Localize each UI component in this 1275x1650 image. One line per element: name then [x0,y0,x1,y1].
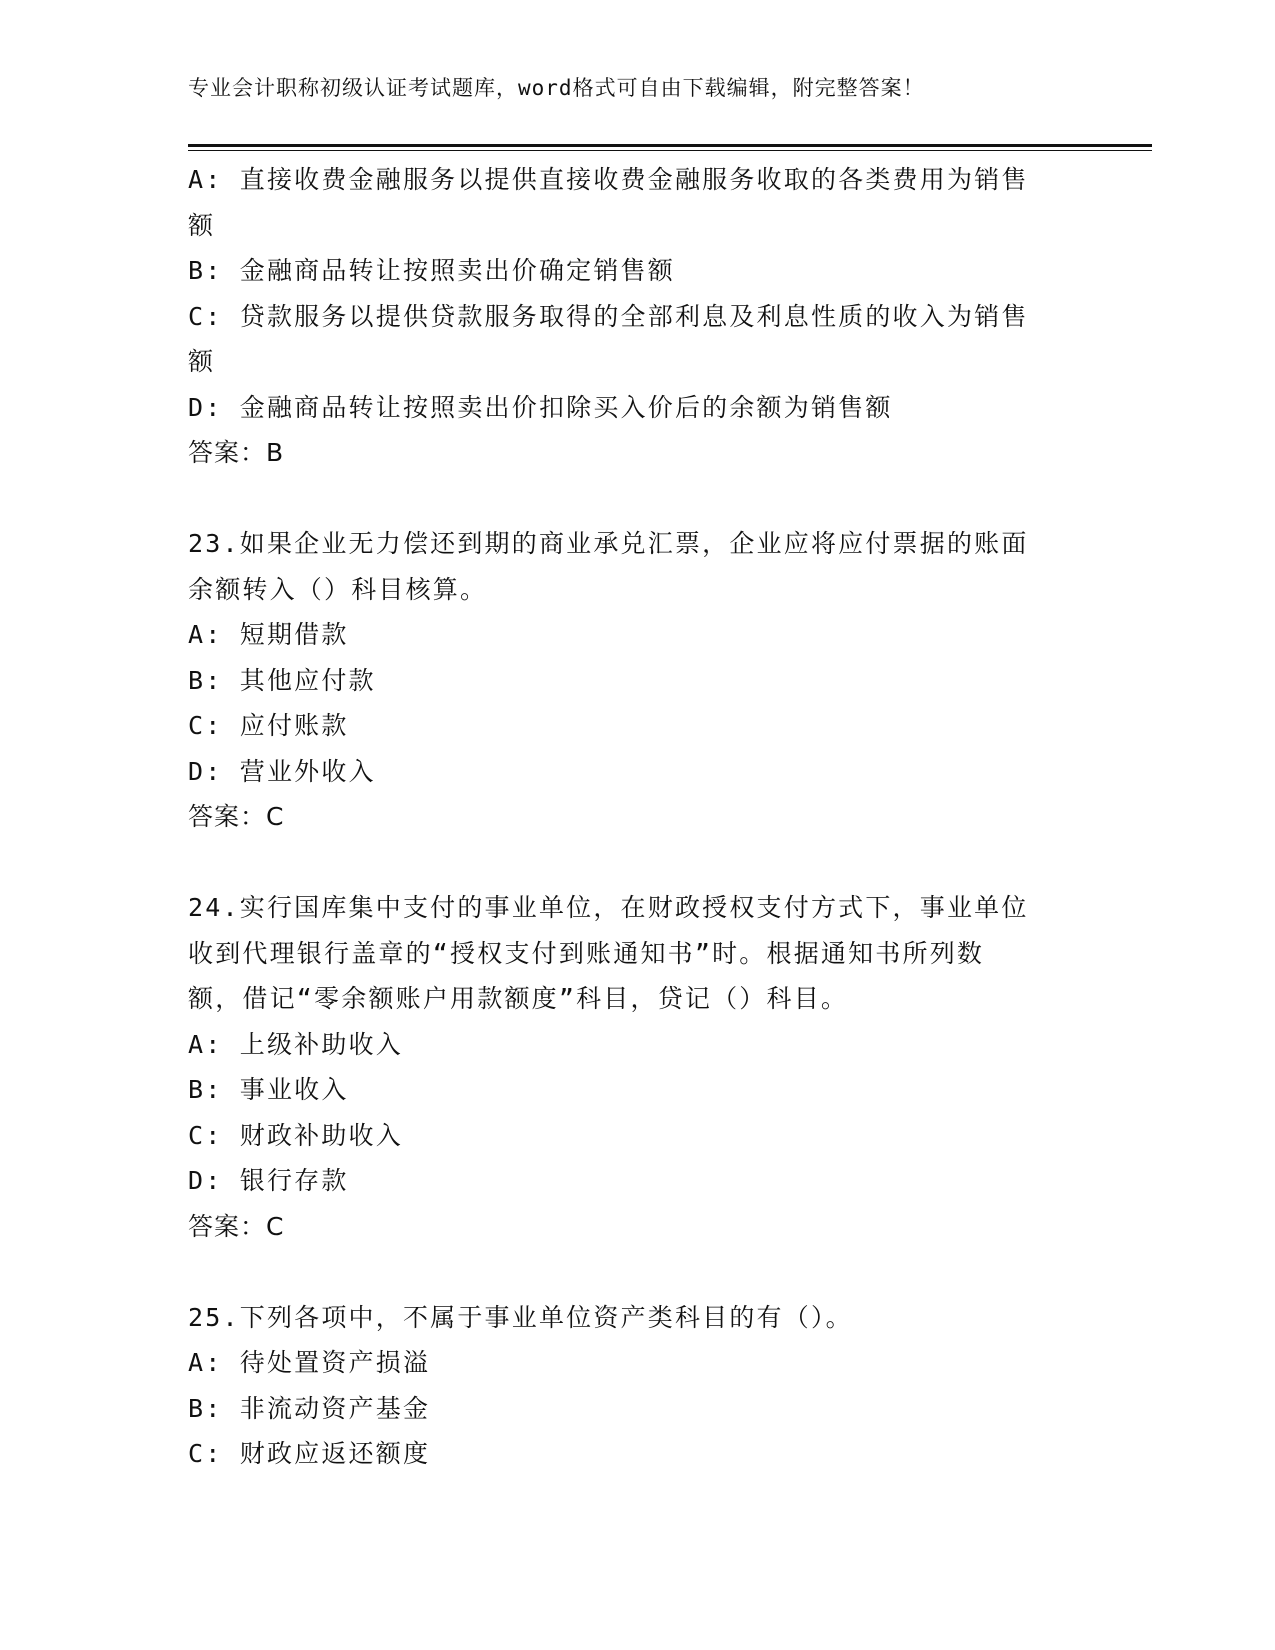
q24-option-b: B: 事业收入 [188,1075,349,1104]
q24-answer: 答案：C [188,1211,285,1241]
q24-option-a: A: 上级补助收入 [188,1029,403,1059]
q23-option-b: B: 其他应付款 [188,665,376,695]
q25-option-c: C: 财政应返还额度 [188,1439,431,1468]
spacer [188,1249,1088,1295]
q25-question: 25.下列各项中，不属于事业单位资产类科目的有（）。 [188,1302,853,1332]
spacer [188,476,1088,522]
q22-option-a-cont: 额 [188,210,216,240]
q22-option-a: A: 直接收费金融服务以提供直接收费金融服务收取的各类费用为销售 [188,165,1029,194]
q23-option-d: D: 营业外收入 [188,756,376,786]
q22-option-b: B: 金融商品转让按照卖出价确定销售额 [188,256,675,285]
q25-option-a: A: 待处置资产损溢 [188,1348,431,1377]
q23-question: 23.如果企业无力偿还到期的商业承兑汇票，企业应将应付票据的账面 [188,529,1029,558]
q24-question-cont-1: 收到代理银行盖章的“授权支付到账通知书”时。根据通知书所列数 [188,938,985,968]
header-rule-thin [188,150,1152,151]
q22-option-c: C: 贷款服务以提供贷款服务取得的全部利息及利息性质的收入为销售 [188,301,1029,331]
q24-question-cont-2: 额，借记“零余额账户用款额度”科目，贷记（）科目。 [188,984,849,1013]
header-rule-thick [188,144,1152,147]
q23-option-a: A: 短期借款 [188,620,349,649]
page-header: 专业会计职称初级认证考试题库，word格式可自由下载编辑，附完整答案！ [188,76,925,100]
q23-question-cont: 余额转入（）科目核算。 [188,574,488,604]
q25-option-b: B: 非流动资产基金 [188,1393,431,1423]
q23-option-c: C: 应付账款 [188,711,349,740]
q24-option-c: C: 财政补助收入 [188,1120,403,1150]
q22-option-c-cont: 额 [188,347,216,376]
q22-option-d: D: 金融商品转让按照卖出价扣除买入价后的余额为销售额 [188,392,893,422]
q22-answer: 答案：B [188,438,285,467]
q23-answer: 答案：C [188,802,285,831]
q24-option-d: D: 银行存款 [188,1166,349,1195]
spacer [188,840,1088,886]
question-content [188,157,1088,1477]
q24-question: 24.实行国库集中支付的事业单位，在财政授权支付方式下，事业单位 [188,893,1029,922]
